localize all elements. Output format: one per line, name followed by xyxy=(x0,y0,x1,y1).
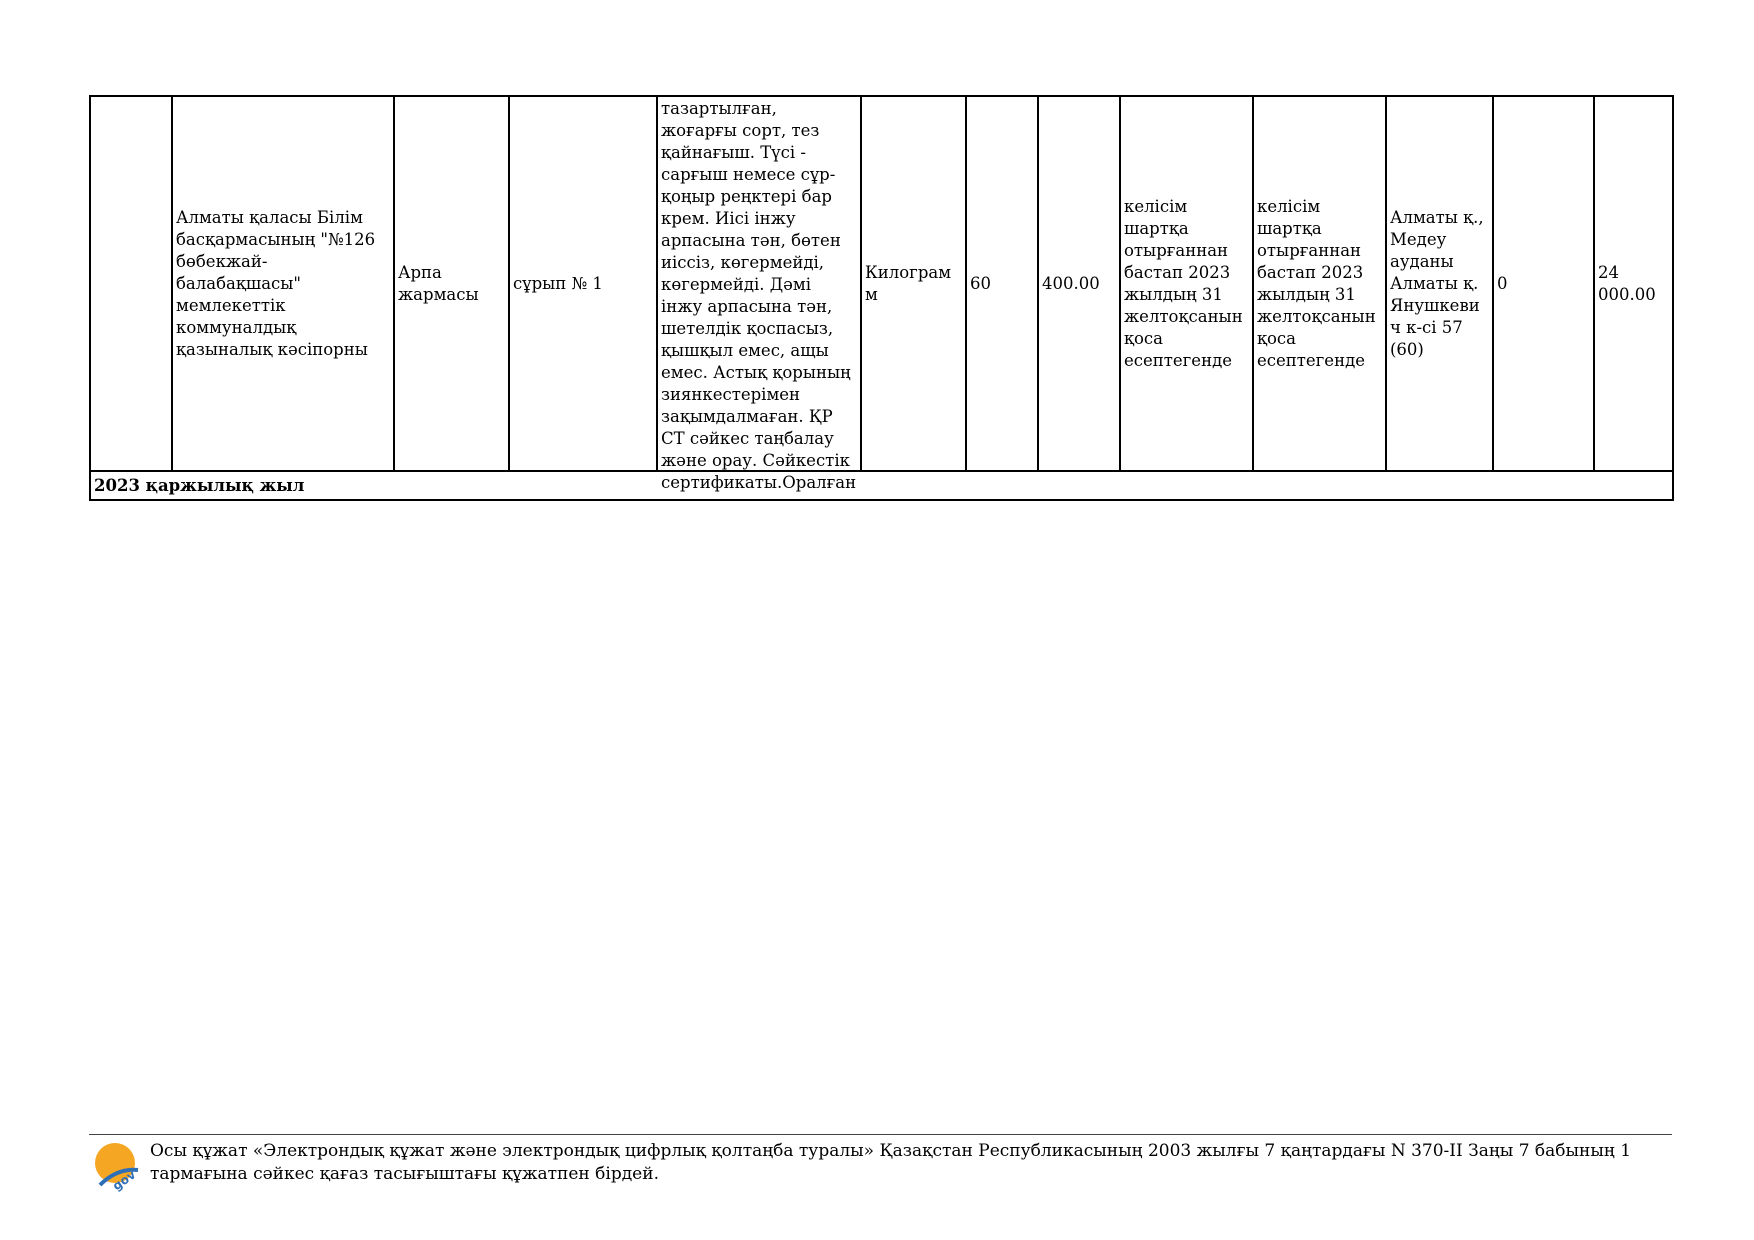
footer-legal-notice: Осы құжат «Электрондық құжат және электрондық цифрлық қолтаңба туралы» Қазақстан Республикасының 2003 жылғы 7 қаңтардағы N 370-II Заңы 7 бабының 1 тармағына сәйкес қағаз тасығыштағы құжатпен бірдей. xyxy=(150,1141,1632,1184)
cell-quantity: 60 xyxy=(966,96,1038,471)
procurement-table xyxy=(89,95,1674,501)
svg-text:gov: gov xyxy=(110,1167,139,1194)
financial-year-row xyxy=(90,471,1673,500)
cell-unit: Килограмм xyxy=(861,96,966,471)
cell-advance: 0 xyxy=(1493,96,1594,471)
cell-customer: Алматы қаласы Білім басқармасының "№126 бөбекжай-балабақшасы" мемлекеттік коммуналдық қазыналық кәсіпорны xyxy=(172,96,394,471)
cell-price: 400.00 xyxy=(1038,96,1120,471)
cell-product: Арпа жармасы xyxy=(394,96,509,471)
footer-divider xyxy=(89,1134,1672,1135)
cell-delivery-place: Алматы қ., Медеу ауданы Алматы қ. Янушкевич к-сі 57 (60) xyxy=(1386,96,1493,471)
description-text: тазартылған, жоғарғы сорт, тез қайнағыш. Түсі - сарғыш немесе сұр-қоңыр реңктері бар крем. Иісі інжу арпасына тән, бөтен иіссіз, көгермейді, көгермейді. Дәмі інжу арпасына тән, шетелдік қоспасыз, қышқыл емес, ащы емес. Астық қорының зиянкестерімен зақымдалмаған. ҚР СТ сәйкес таңбалау және орау. Сәйкестік сертификаты.Оралған xyxy=(661,99,857,492)
cell-delivery-term: келісім шартқа отырғаннан бастап 2023 жылдың 31 желтоқсанын қоса есептегенде xyxy=(1120,96,1253,471)
cell-total: 24 000.00 xyxy=(1594,96,1673,471)
cell-grade: сұрып № 1 xyxy=(509,96,657,471)
table-row xyxy=(90,96,1673,471)
cell-description xyxy=(657,96,861,492)
egov-sun-logo-icon xyxy=(92,1140,142,1194)
cell-number xyxy=(90,96,172,471)
financial-year-label: 2023 қаржылық жыл xyxy=(90,471,1673,500)
cell-payment-term: келісім шартқа отырғаннан бастап 2023 жылдың 31 желтоқсанын қоса есептегенде xyxy=(1253,96,1386,471)
